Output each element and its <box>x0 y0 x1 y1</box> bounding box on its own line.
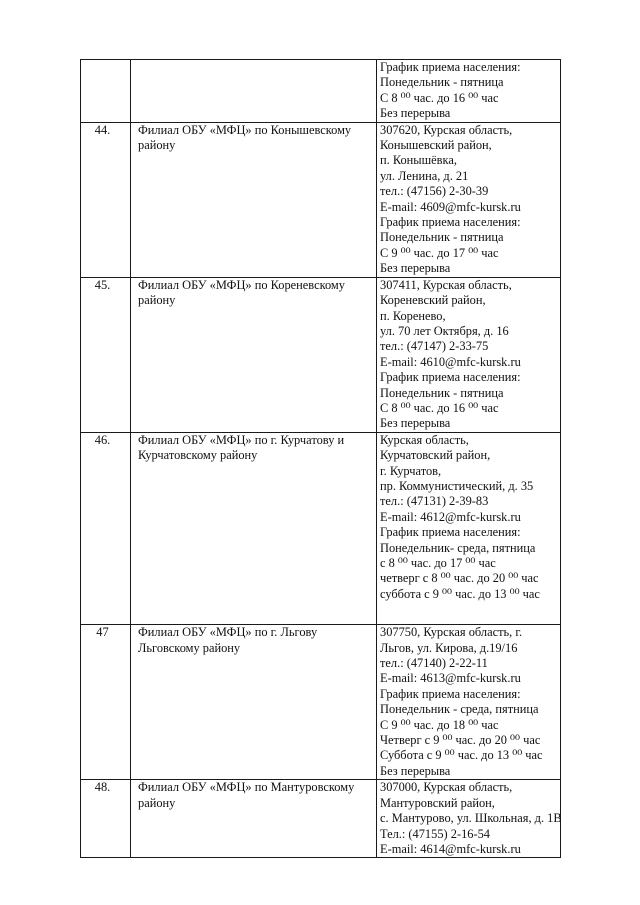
info-line: E-mail: 4614@mfc-kursk.ru <box>380 841 521 856</box>
info-line: Без перерыва <box>380 416 451 431</box>
info-line: График приема населения: <box>380 215 521 230</box>
info-line: Четверг с 9 ⁰⁰ час. до 20 ⁰⁰ час <box>380 733 541 748</box>
info-line: Курская область, <box>380 432 469 447</box>
info-line: Понедельник - пятница <box>380 75 504 90</box>
table-row <box>81 625 561 780</box>
info-line: Понедельник - среда, пятница <box>380 702 539 717</box>
cell-blank-space <box>380 602 557 624</box>
info-line: Конышевский район, <box>380 138 492 153</box>
info-line: С 8 ⁰⁰ час. до 16 ⁰⁰ час <box>380 400 499 415</box>
branch-info-cell <box>377 780 561 858</box>
info-line: График приема населения: <box>380 686 521 701</box>
info-line: с 8 ⁰⁰ час. до 17 ⁰⁰ час <box>380 556 496 570</box>
info-line: С 9 ⁰⁰ час. до 18 ⁰⁰ час <box>380 717 499 732</box>
info-line: E-mail: 4610@mfc-kursk.ru <box>380 354 521 369</box>
info-line: С 9 ⁰⁰ час. до 17 ⁰⁰ час <box>380 245 499 260</box>
info-line: Без перерыва <box>380 106 451 121</box>
branch-name-cell <box>131 432 377 624</box>
info-line: тел.: (47147) 2-33-75 <box>380 339 489 354</box>
branch-name: Филиал ОБУ «МФЦ» по Мантуровскому району <box>138 780 355 810</box>
info-line: Понедельник - пятница <box>380 385 504 400</box>
row-number-cell <box>81 780 131 858</box>
table-row <box>81 60 561 123</box>
info-line: Без перерыва <box>380 763 451 778</box>
info-line: E-mail: 4613@mfc-kursk.ru <box>380 671 521 686</box>
info-line: 307000, Курская область, <box>380 780 513 795</box>
branch-info-cell <box>377 432 561 624</box>
info-line: Курчатовский район, <box>380 448 491 463</box>
info-line: пр. Коммунистический, д. 35 <box>380 478 534 493</box>
table-row <box>81 780 561 858</box>
branch-name-cell <box>131 625 377 780</box>
row-number-cell <box>81 60 131 123</box>
branch-info-cell <box>377 277 561 432</box>
info-line: График приема населения: <box>380 60 521 74</box>
info-line: С 8 ⁰⁰ час. до 16 ⁰⁰ час <box>380 90 499 105</box>
info-line: Суббота с 9 ⁰⁰ час. до 13 ⁰⁰ час <box>380 748 543 763</box>
table-row <box>81 432 561 624</box>
info-line: Мантуровский район, <box>380 795 495 810</box>
row-number-cell <box>81 122 131 277</box>
info-line: График приема населения: <box>380 525 521 540</box>
info-line: четверг с 8 ⁰⁰ час. до 20 ⁰⁰ час <box>380 571 539 586</box>
branch-name: Филиал ОБУ «МФЦ» по Кореневскому району <box>138 277 345 308</box>
info-line: E-mail: 4609@mfc-kursk.ru <box>380 199 521 214</box>
branch-name-cell <box>131 277 377 432</box>
info-line: Кореневский район, <box>380 293 486 308</box>
row-number: 44. <box>94 122 111 137</box>
info-line: г. Курчатов, <box>380 463 442 478</box>
info-line: 307620, Курская область, <box>380 122 513 137</box>
table-row <box>81 277 561 432</box>
info-line: Понедельник- среда, пятница <box>380 540 536 555</box>
info-line: ул. Ленина, д. 21 <box>380 168 469 183</box>
info-line: тел.: (47140) 2-22-11 <box>380 656 488 671</box>
info-line: 307411, Курская область, <box>380 277 512 292</box>
row-number: 46. <box>94 432 111 447</box>
branch-info-cell <box>377 122 561 277</box>
branch-name: Филиал ОБУ «МФЦ» по г. Льгову Льговскому району <box>138 625 318 655</box>
row-number: 48. <box>94 780 111 795</box>
row-number: 45. <box>94 277 111 292</box>
branch-name-cell <box>131 122 377 277</box>
info-line: 307750, Курская область, г. Льгов, ул. Кирова, д.19/16 <box>380 625 523 655</box>
info-line: Тел.: (47155) 2-16-54 <box>380 826 490 841</box>
table-row <box>81 122 561 277</box>
row-number-cell <box>81 625 131 780</box>
info-line: тел.: (47131) 2-39-83 <box>380 494 489 509</box>
branch-offices-table <box>80 59 561 858</box>
info-line: с. Мантурово, ул. Школьная, д. 1В <box>380 811 562 826</box>
row-number-cell <box>81 277 131 432</box>
branch-name-cell <box>131 60 377 123</box>
info-line: Без перерыва <box>380 261 451 276</box>
info-line: п. Коренево, <box>380 308 446 323</box>
info-line: E-mail: 4612@mfc-kursk.ru <box>380 509 521 524</box>
info-line: Понедельник - пятница <box>380 230 504 245</box>
row-number-cell <box>81 432 131 624</box>
info-line: п. Конышёвка, <box>380 153 457 168</box>
branch-name: Филиал ОБУ «МФЦ» по Конышевскому району <box>138 122 352 153</box>
info-line: ул. 70 лет Октября, д. 16 <box>380 323 509 338</box>
row-number: 47 <box>96 625 109 640</box>
branch-info-cell <box>377 625 561 780</box>
branch-name: Филиал ОБУ «МФЦ» по г. Курчатову и Курчатовскому району <box>138 432 345 463</box>
info-line: График приема населения: <box>380 370 521 385</box>
branch-info-cell <box>377 60 561 123</box>
info-line: тел.: (47156) 2-30-39 <box>380 184 489 199</box>
info-line: суббота с 9 ⁰⁰ час. до 13 ⁰⁰ час <box>380 586 540 601</box>
branch-name-cell <box>131 780 377 858</box>
